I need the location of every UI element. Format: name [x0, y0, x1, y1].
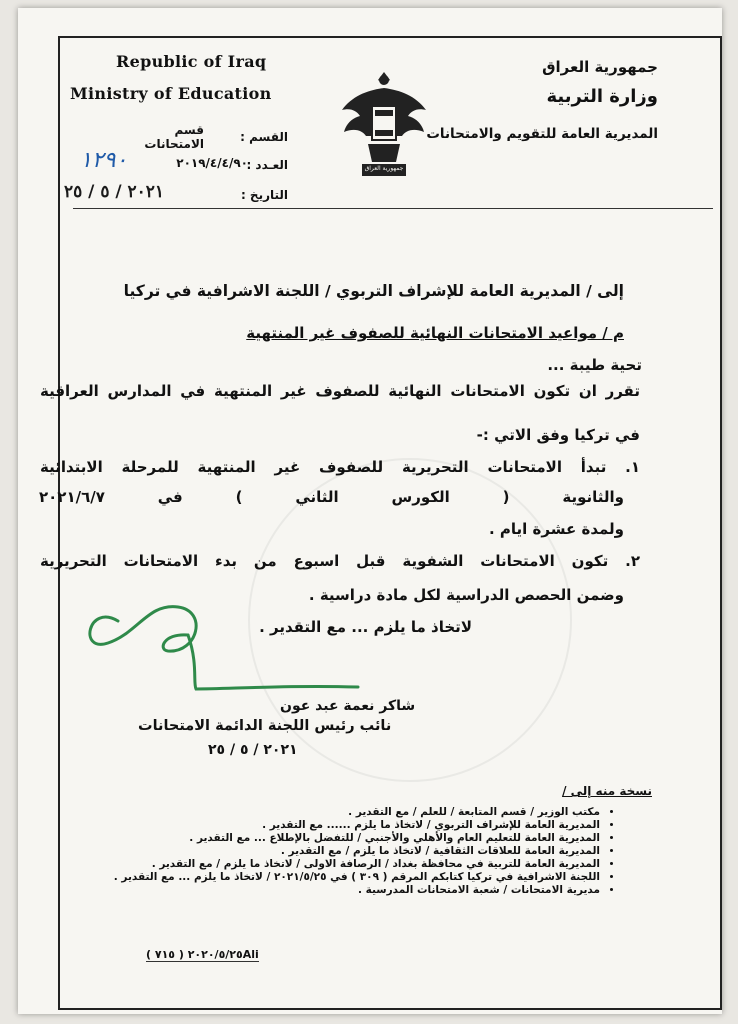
header-republic-ar: جمهورية العراق: [542, 58, 658, 76]
number-label: العـدد :: [246, 158, 288, 172]
copies-list: [112, 784, 652, 897]
dept-value: قسم الامتحانات: [144, 123, 204, 151]
item-1-line-2: والثانوية ( الكورس الثاني ) في ٢٠٢١/٦/٧: [39, 488, 624, 506]
copy-item: • مكتب الوزير / قسم المتابعة / للعلم / مع التقدير .: [112, 806, 600, 818]
footer-reference: ( ٧١٥ ) ٢٠٢٠/٥/٢٥Ali: [146, 948, 259, 961]
handwritten-number: ١٢٩٠: [80, 148, 128, 173]
addressee-line: إلى / المديرية العامة للإشراف التربوي / اللجنة الاشرافية في تركيا: [123, 282, 624, 300]
copy-item: • المديرية العامة للعلاقات الثقافية / لاتخاذ ما يلزم / مع التقدير .: [112, 845, 600, 857]
item-2-line-1: ٢. تكون الامتحانات الشفوية قبل اسبوع من بدء الامتحانات التحريرية: [40, 552, 640, 570]
header-ministry-en: Ministry of Education: [70, 84, 272, 103]
dept-label: القسم :: [240, 130, 288, 144]
header-republic-en: Republic of Iraq: [116, 52, 267, 71]
copies-heading: نسخة منه إلى /: [562, 784, 652, 798]
copy-item: • المديرية العامة للتعليم العام والأهلي والأجنبي / للتفضل بالإطلاع ... مع التقدير .: [112, 832, 600, 844]
intro-line-2: في تركيا وفق الاتي :-: [476, 426, 640, 444]
signatory-name: شاكر نعمة عبد عون: [280, 698, 416, 714]
document-sheet: [18, 8, 722, 1014]
emblem-caption: جمهورية العراق: [364, 165, 404, 172]
header-divider: [73, 208, 713, 209]
item-1-line-1: ١. تبدأ الامتحانات التحريرية للصفوف غير المنتهية للمرحلة الابتدائية: [40, 458, 640, 476]
item-2-line-2: وضمن الحصص الدراسية لكل مادة دراسية .: [308, 586, 624, 604]
closing-line: لاتخاذ ما يلزم ... مع التقدير .: [259, 618, 472, 636]
date-label: التاريخ :: [240, 188, 288, 202]
signatory-title: نائب رئيس اللجنة الدائمة الامتحانات: [138, 718, 392, 734]
copy-item: • المديرية العامة للتربية في محافظة بغداد / الرصافة الاولى / لاتخاذ ما يلزم / مع التقدير .: [112, 858, 600, 870]
greeting: تحية طيبة ...: [547, 356, 642, 374]
copy-item: • اللجنة الاشرافية في تركيا كتابكم المرقم ( ٣٠٩ ) في ٢٠٢١/٥/٢٥ / لاتخاذ ما يلزم ... مع التقدير .: [112, 871, 600, 883]
handwritten-signature: [48, 593, 368, 703]
copy-item: • مديرية الامتحانات / شعبة الامتحانات المدرسية .: [112, 884, 600, 896]
iraq-eagle-emblem: [338, 66, 430, 186]
item-1-line-3: ولمدة عشرة ايام .: [489, 520, 624, 538]
subject-line: م / مواعيد الامتحانات النهائية للصفوف غير المنتهية: [246, 324, 624, 342]
number-value: ٢٠١٩/٤/٤/٩٠: [176, 156, 248, 170]
header-directorate-ar: المديرية العامة للتقويم والامتحانات: [426, 126, 658, 142]
header-ministry-ar: وزارة التربية: [546, 86, 658, 107]
intro-line-1: تقرر ان تكون الامتحانات النهائية للصفوف غير المنتهية في المدارس العراقية: [40, 382, 640, 400]
date-value: ٢٠٢١ / ٥ / ٢٥: [64, 182, 165, 202]
signature-date: ٢٠٢١ / ٥ / ٢٥: [208, 742, 298, 758]
copy-item: • المديرية العامة للإشراف التربوي / لاتخاذ ما يلزم ...... مع التقدير .: [112, 819, 600, 831]
